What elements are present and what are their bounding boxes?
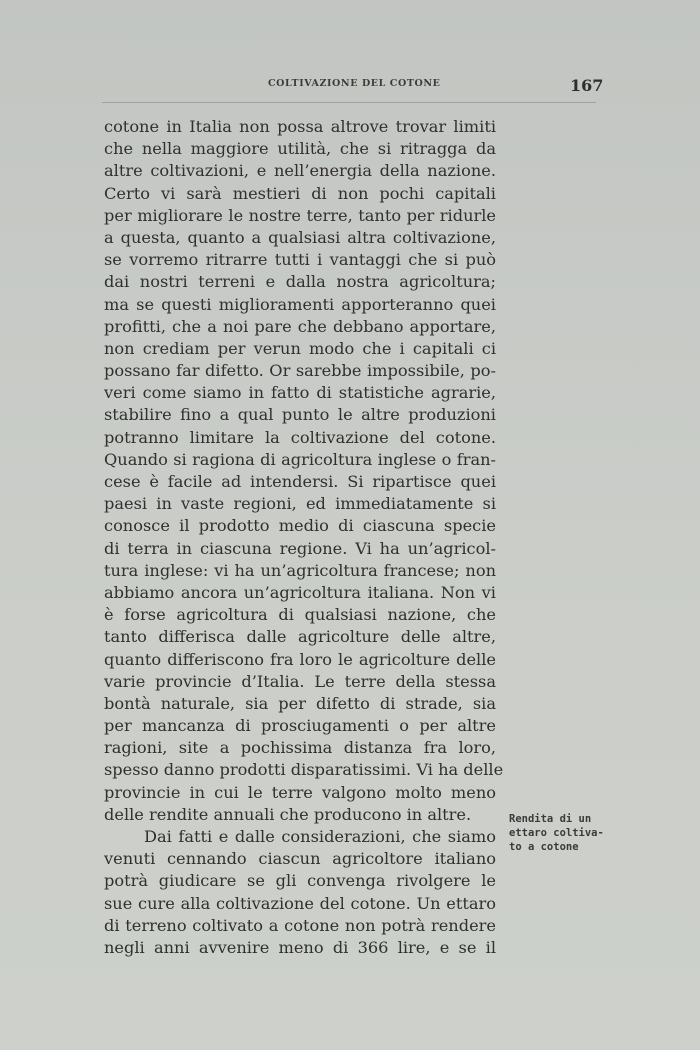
text-line: che nella maggiore utilità, che si ritragga da (104, 139, 496, 159)
text-line: dai nostri terreni e dalla nostra agricoltura; (104, 272, 496, 292)
text-line: cotone in Italia non possa altrove trovar limiti (104, 117, 496, 136)
text-line: di terreno coltivato a cotone non potrà rendere (104, 915, 496, 935)
text-line: potranno limitare la coltivazione del cotone. (104, 427, 496, 447)
page-number: 167 (570, 76, 604, 95)
text-line: per mancanza di prosciugamenti o per altre (104, 716, 496, 736)
text-line: per migliorare le nostre terre, tanto per ridurle (104, 205, 496, 225)
text-line: ragioni, site a pochissima distanza fra loro, (104, 738, 496, 758)
text-line: abbiamo ancora un’agricoltura italiana. Non vi (104, 582, 496, 602)
text-line: venuti cennando ciascun agricoltore italiano (104, 849, 496, 869)
text-line: varie provincie d’Italia. Le terre della stessa (104, 671, 496, 691)
text-line: veri come siamo in fatto di statistiche agrarie, (104, 383, 496, 403)
text-line: possano far difetto. Or sarebbe impossibile, po- (104, 361, 496, 381)
header-rule (102, 102, 596, 103)
text-line: tanto differisca dalle agricolture delle altre, (104, 627, 496, 647)
text-line: non crediam per verun modo che i capitali ci (104, 338, 496, 358)
text-line: di terra in ciascuna regione. Vi ha un’agricol- (104, 538, 496, 558)
text-line: altre coltivazioni, e nell’energia della nazione. (104, 161, 496, 181)
text-line: profitti, che a noi pare che debbano apportare, (104, 316, 496, 336)
text-line: Dai fatti e dalle considerazioni, che siamo (144, 827, 496, 846)
text-line: provincie in cui le terre valgono molto meno (104, 782, 496, 802)
text-line: sue cure alla coltivazione del cotone. Un ettaro (104, 893, 496, 913)
text-line: delle rendite annuali che producono in altre. (104, 804, 472, 824)
text-line: potrà giudicare se gli convenga rivolgere le (104, 871, 496, 891)
body-text (104, 116, 504, 959)
running-title: COLTIVAZIONE DEL COTONE (268, 78, 441, 89)
margin-note-line: ettaro coltiva- (509, 827, 604, 839)
text-line: negli anni avvenire meno di 366 lire, e se il (104, 937, 496, 957)
text-line: se vorremo ritrarre tutti i vantaggi che si può (104, 250, 496, 270)
text-line: stabilire fino a qual punto le altre produzioni (104, 405, 496, 425)
text-line: Certo vi sarà mestieri di non pochi capitali (104, 183, 496, 203)
text-line: Quando si ragiona di agricoltura inglese o fran- (104, 449, 496, 469)
text-line: è forse agricoltura di qualsiasi nazione, che (104, 605, 496, 625)
text-line: tura inglese: vi ha un’agricoltura francese; non (104, 560, 496, 580)
text-line: spesso danno prodotti disparatissimi. Vi ha delle (104, 760, 504, 780)
text-line: quanto differiscono fra loro le agricolture delle (104, 649, 496, 669)
text-line: a questa, quanto a qualsiasi altra coltivazione, (104, 227, 496, 247)
text-line: ma se questi miglioramenti apporteranno quei (104, 294, 496, 314)
text-line: conosce il prodotto medio di ciascuna specie (104, 516, 496, 536)
margin-note (509, 812, 619, 854)
text-line: paesi in vaste regioni, ed immediatamente si (104, 494, 496, 514)
text-line: cese è facile ad intendersi. Si ripartisce quei (104, 472, 496, 491)
margin-note-line: Rendita di un (509, 813, 592, 825)
margin-note-line: to a cotone (509, 841, 579, 853)
text-line: bontà naturale, sia per difetto di strade, sia (104, 693, 496, 713)
